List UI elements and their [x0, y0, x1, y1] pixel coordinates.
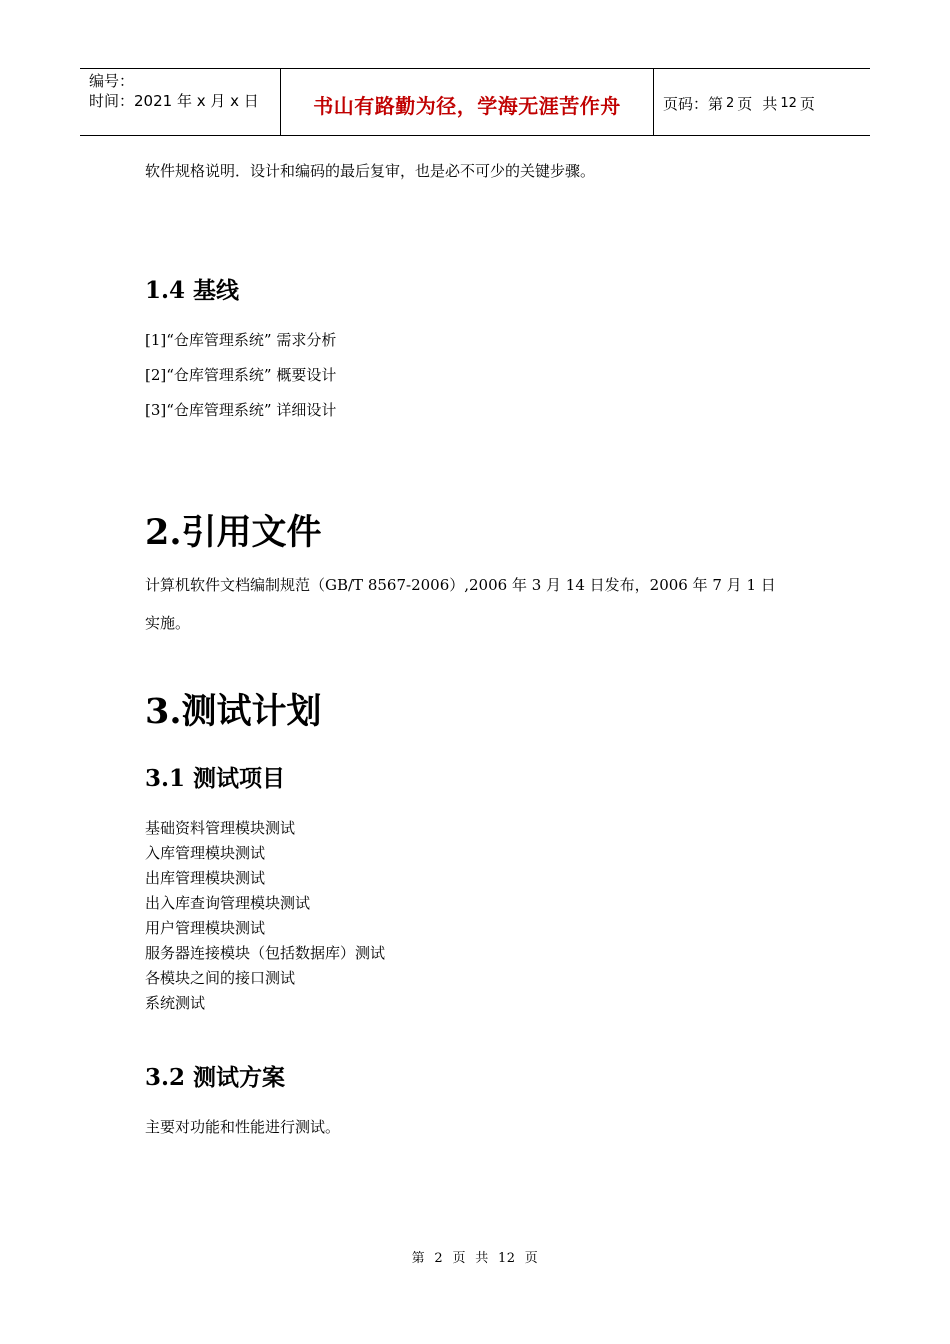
test-plan-paragraph: 主要对功能和性能进行测试。	[145, 1118, 341, 1136]
section-3-2-heading: 3.2 测试方案	[145, 1064, 286, 1091]
header-meta	[80, 69, 281, 135]
header-page-info	[654, 69, 870, 135]
baseline-item: [3]“仓库管理系统” 详细设计	[145, 401, 337, 419]
list-item: 出库管理模块测试	[145, 869, 266, 887]
list-item: 出入库查询管理模块测试	[145, 894, 311, 912]
list-item: 基础资料管理模块测试	[145, 819, 296, 837]
list-item: 各模块之间的接口测试	[145, 969, 296, 987]
section-2-heading: 2.引用文件	[145, 512, 322, 553]
header-page-mid: 页	[737, 94, 753, 113]
header-page-total: 12	[780, 95, 797, 111]
section-3-heading: 3.测试计划	[145, 691, 322, 732]
baseline-item: [2]“仓库管理系统” 概要设计	[145, 366, 337, 384]
header-motto: 书山有路勤为径，学海无涯苦作舟	[281, 69, 654, 135]
header-page-prefix: 页码：第	[663, 94, 724, 113]
reference-paragraph-line-1: 计算机软件文档编制规范（GB/T 8567-2006）,2006 年 3 月 14 日发布，2006 年 7 月 1 日	[145, 576, 776, 594]
header-time-label: 时间：2021 年 x 月 x 日	[89, 92, 259, 110]
reference-paragraph-line-2: 实施。	[145, 614, 191, 632]
section-3-1-heading: 3.1 测试项目	[145, 765, 286, 792]
header-page-suffix: 页	[799, 94, 815, 113]
header-page-total-prefix: 共	[762, 94, 778, 113]
section-1-4-heading: 1.4 基线	[145, 277, 240, 304]
intro-paragraph: 软件规格说明．设计和编码的最后复审，也是必不可少的关键步骤。	[145, 162, 596, 180]
page-footer: 第 2 页 共 12 页	[411, 1251, 539, 1266]
page-header	[80, 68, 870, 136]
header-page-current: 2	[726, 95, 735, 111]
list-item: 系统测试	[145, 994, 206, 1012]
header-id-label: 编号：	[89, 72, 135, 90]
list-item: 用户管理模块测试	[145, 919, 266, 937]
baseline-item: [1]“仓库管理系统” 需求分析	[145, 331, 337, 349]
list-item: 服务器连接模块（包括数据库）测试	[145, 944, 386, 962]
list-item: 入库管理模块测试	[145, 844, 266, 862]
